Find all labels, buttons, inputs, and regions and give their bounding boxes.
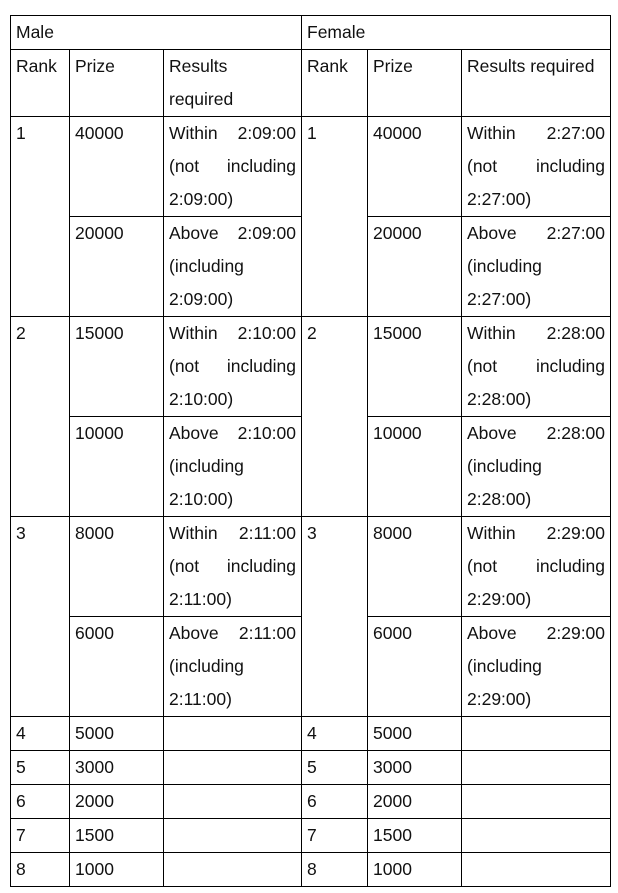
female-rank-cell: 3	[302, 517, 368, 717]
female-results-cell: Within 2:29:00 (not including 2:29:00)	[462, 517, 611, 617]
table-row	[11, 751, 611, 785]
male-group-header: Male	[11, 16, 302, 50]
male-results-cell: Above 2:09:00 (including 2:09:00)	[164, 217, 302, 317]
female-prize-cell: 40000	[368, 117, 462, 217]
male-results-cell: Within 2:10:00 (not including 2:10:00)	[164, 317, 302, 417]
male-results-header: Results required	[164, 50, 302, 117]
female-prize-cell: 10000	[368, 417, 462, 517]
female-prize-cell: 5000	[368, 717, 462, 751]
female-rank-cell: 5	[302, 751, 368, 785]
female-rank-cell: 7	[302, 819, 368, 853]
table-row	[11, 717, 611, 751]
male-prize-cell: 15000	[70, 317, 164, 417]
female-prize-cell: 8000	[368, 517, 462, 617]
male-results-cell: Within 2:09:00 (not including 2:09:00)	[164, 117, 302, 217]
female-rank-cell: 1	[302, 117, 368, 317]
female-results-cell	[462, 785, 611, 819]
female-results-cell: Within 2:28:00 (not including 2:28:00)	[462, 317, 611, 417]
female-results-cell	[462, 717, 611, 751]
table-row	[11, 517, 611, 617]
female-results-header: Results required	[462, 50, 611, 117]
male-prize-cell: 10000	[70, 417, 164, 517]
male-rank-cell: 6	[11, 785, 70, 819]
female-prize-cell: 1000	[368, 853, 462, 887]
male-prize-cell: 1000	[70, 853, 164, 887]
male-prize-cell: 20000	[70, 217, 164, 317]
table-row	[11, 117, 611, 217]
table-row	[11, 317, 611, 417]
column-header-row	[11, 50, 611, 117]
male-prize-cell: 5000	[70, 717, 164, 751]
female-results-cell	[462, 751, 611, 785]
female-results-cell: Above 2:28:00 (including 2:28:00)	[462, 417, 611, 517]
female-rank-cell: 2	[302, 317, 368, 517]
male-results-cell	[164, 853, 302, 887]
female-prize-cell: 20000	[368, 217, 462, 317]
prize-table	[10, 15, 611, 887]
female-results-cell	[462, 819, 611, 853]
female-prize-cell: 15000	[368, 317, 462, 417]
male-rank-cell: 4	[11, 717, 70, 751]
female-rank-cell: 4	[302, 717, 368, 751]
male-prize-cell: 8000	[70, 517, 164, 617]
male-results-cell	[164, 751, 302, 785]
female-prize-cell: 2000	[368, 785, 462, 819]
table-row	[11, 853, 611, 887]
male-rank-cell: 7	[11, 819, 70, 853]
male-results-cell: Above 2:10:00 (including 2:10:00)	[164, 417, 302, 517]
male-prize-cell: 40000	[70, 117, 164, 217]
table-row	[11, 819, 611, 853]
male-rank-header: Rank	[11, 50, 70, 117]
male-rank-cell: 2	[11, 317, 70, 517]
female-prize-cell: 1500	[368, 819, 462, 853]
male-rank-cell: 3	[11, 517, 70, 717]
male-rank-cell: 5	[11, 751, 70, 785]
female-prize-header: Prize	[368, 50, 462, 117]
female-results-cell: Within 2:27:00 (not including 2:27:00)	[462, 117, 611, 217]
female-prize-cell: 6000	[368, 617, 462, 717]
female-rank-header: Rank	[302, 50, 368, 117]
female-results-cell: Above 2:29:00 (including 2:29:00)	[462, 617, 611, 717]
female-results-cell	[462, 853, 611, 887]
male-results-cell	[164, 785, 302, 819]
female-results-cell: Above 2:27:00 (including 2:27:00)	[462, 217, 611, 317]
female-rank-cell: 8	[302, 853, 368, 887]
male-prize-cell: 1500	[70, 819, 164, 853]
male-results-cell	[164, 819, 302, 853]
table-row	[11, 785, 611, 819]
male-results-cell: Within 2:11:00 (not including 2:11:00)	[164, 517, 302, 617]
male-rank-cell: 1	[11, 117, 70, 317]
female-rank-cell: 6	[302, 785, 368, 819]
female-prize-cell: 3000	[368, 751, 462, 785]
group-header-row	[11, 16, 611, 50]
male-rank-cell: 8	[11, 853, 70, 887]
male-prize-header: Prize	[70, 50, 164, 117]
male-prize-cell: 6000	[70, 617, 164, 717]
male-results-cell	[164, 717, 302, 751]
female-group-header: Female	[302, 16, 611, 50]
male-results-cell: Above 2:11:00 (including 2:11:00)	[164, 617, 302, 717]
male-prize-cell: 3000	[70, 751, 164, 785]
male-prize-cell: 2000	[70, 785, 164, 819]
